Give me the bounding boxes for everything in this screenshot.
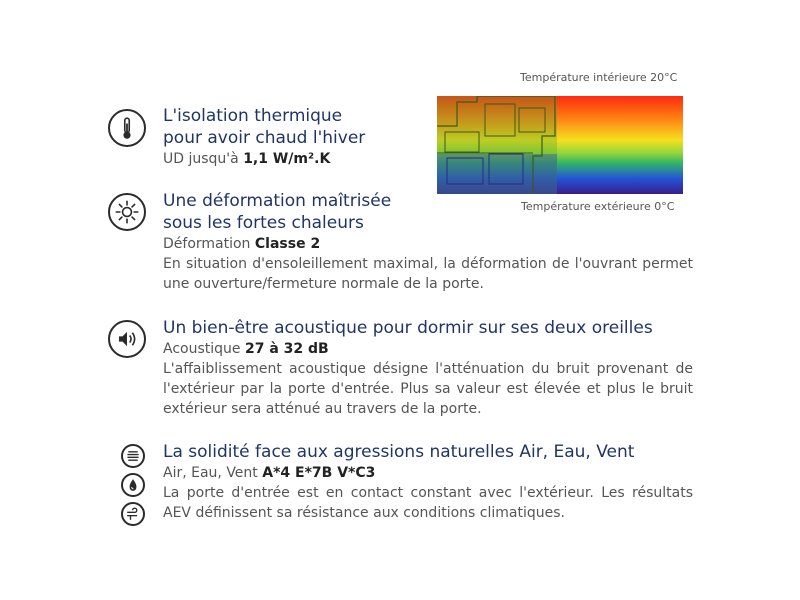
aev-section	[163, 441, 693, 523]
exterior-temperature-label: Température extérieure 0°C	[521, 200, 675, 213]
deformation-detail	[163, 234, 693, 254]
acoustic-section	[163, 317, 693, 419]
insulation-title-line2: pour avoir chaud l'hiver	[163, 128, 366, 148]
insulation-detail	[163, 149, 423, 169]
interior-temperature-label: Température intérieure 20°C	[520, 71, 678, 84]
acoustic-detail-value: 27 à 32 dB	[244, 341, 329, 357]
deformation-detail-value: Classe 2	[254, 236, 321, 252]
water-icon	[121, 473, 145, 497]
acoustic-detail	[163, 339, 693, 359]
air-icon	[121, 444, 145, 468]
acoustic-description: L'affaiblissement acoustique désigne l'atténuation du bruit provenant de l'extérieur par la porte d'entrée. Plus sa valeur est élevée et plus le bruit extérieur sera atténué au travers de la porte.	[163, 361, 693, 417]
aev-description: La porte d'entrée est en contact constant avec l'extérieur. Les résultats AEV définissent sa résistance aux conditions climatiques.	[163, 485, 693, 521]
insulation-detail-prefix: UD jusqu'à	[163, 151, 239, 167]
deformation-description: En situation d'ensoleillement maximal, la déformation de l'ouvrant permet une ouverture/fermeture normale de la porte.	[163, 256, 693, 292]
aev-detail	[163, 463, 693, 483]
thermometer-icon	[108, 109, 146, 147]
insulation-section	[163, 105, 423, 169]
wind-icon	[121, 502, 145, 526]
aev-detail-prefix: Air, Eau, Vent	[163, 465, 258, 481]
aev-title: La solidité face aux agressions naturelles Air, Eau, Vent	[163, 442, 635, 462]
insulation-title-line1: L'isolation thermique	[163, 106, 343, 126]
deformation-title-line2: sous les fortes chaleurs	[163, 213, 364, 233]
sun-icon	[108, 193, 146, 231]
acoustic-detail-prefix: Acoustique	[163, 341, 241, 357]
thermal-simulation-image	[437, 96, 683, 194]
acoustic-title: Un bien-être acoustique pour dormir sur ses deux oreilles	[163, 318, 653, 338]
door-profile-outline	[437, 96, 683, 194]
speaker-icon	[108, 320, 146, 358]
deformation-detail-prefix: Déformation	[163, 236, 251, 252]
insulation-detail-value: 1,1 W/m².K	[243, 151, 331, 167]
deformation-title-line1: Une déformation maîtrisée	[163, 191, 392, 211]
deformation-section	[163, 190, 693, 294]
aev-detail-value: A*4 E*7B V*C3	[262, 465, 376, 481]
